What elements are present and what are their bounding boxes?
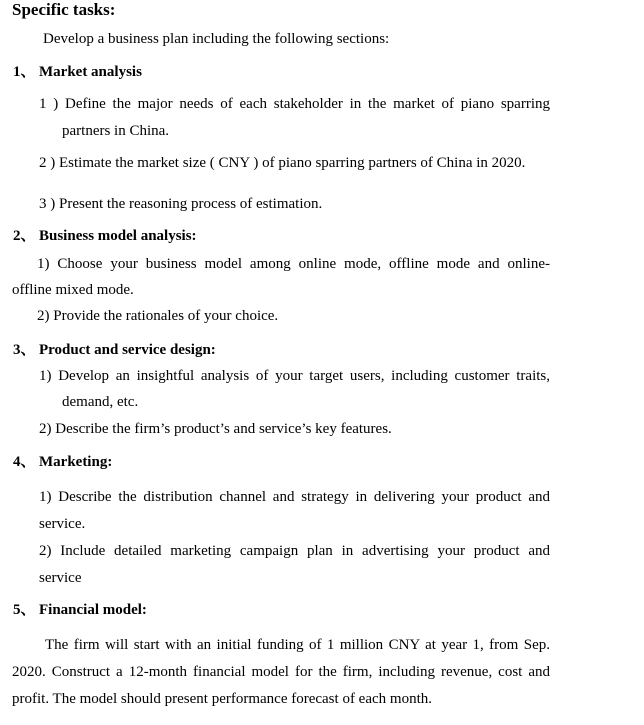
task-line: demand, etc. <box>62 394 139 410</box>
paragraph-line: profit. The model should present performance forecast of each month. <box>12 691 432 707</box>
section-title: Financial model: <box>39 602 147 618</box>
section-heading-financial-model <box>13 601 147 619</box>
task-line: service. <box>39 516 86 532</box>
section-title: Product and service design: <box>39 342 216 358</box>
task-line: 2) Describe the firm’s product’s and service’s key features. <box>39 421 392 437</box>
section-number: 4、 <box>13 454 36 470</box>
task-line: 2) Provide the rationales of your choice. <box>37 308 279 324</box>
section-heading-marketing <box>13 453 112 471</box>
section-number: 2、 <box>13 228 36 244</box>
task-line: partners in China. <box>62 123 170 139</box>
section-heading-business-model <box>13 227 197 245</box>
task-line: 1 ) Define the major needs of each stakeholder in the market of piano sparring <box>39 96 550 112</box>
section-number: 1、 <box>13 64 36 80</box>
task-line: service <box>39 570 82 586</box>
section-number: 5、 <box>13 602 36 618</box>
task-line: 1) Describe the distribution channel and strategy in delivering your product and <box>39 489 550 505</box>
task-line: 1) Develop an insightful analysis of your target users, including customer traits, <box>39 368 550 384</box>
section-title: Business model analysis: <box>39 228 197 244</box>
section-title: Marketing: <box>39 454 113 470</box>
section-heading-market-analysis <box>13 63 142 81</box>
heading: Specific tasks: <box>12 0 116 19</box>
section-heading-product-service <box>13 341 216 359</box>
task-line: 2 ) Estimate the market size ( CNY ) of piano sparring partners of China in 2020. <box>39 155 526 171</box>
section-number: 3、 <box>13 342 36 358</box>
paragraph-line: The firm will start with an initial funding of 1 million CNY at year 1, from Sep. <box>45 637 550 653</box>
intro-text: Develop a business plan including the following sections: <box>43 31 390 47</box>
task-line: 1) Choose your business model among online mode, offline mode and online- <box>37 256 550 272</box>
task-line: 2) Include detailed marketing campaign plan in advertising your product and <box>39 543 550 559</box>
section-title: Market analysis <box>39 64 142 80</box>
task-line: 3 ) Present the reasoning process of estimation. <box>39 196 323 212</box>
task-line: offline mixed mode. <box>12 282 134 298</box>
paragraph-line: 2020. Construct a 12-month financial model for the firm, including revenue, cost and <box>12 664 550 680</box>
